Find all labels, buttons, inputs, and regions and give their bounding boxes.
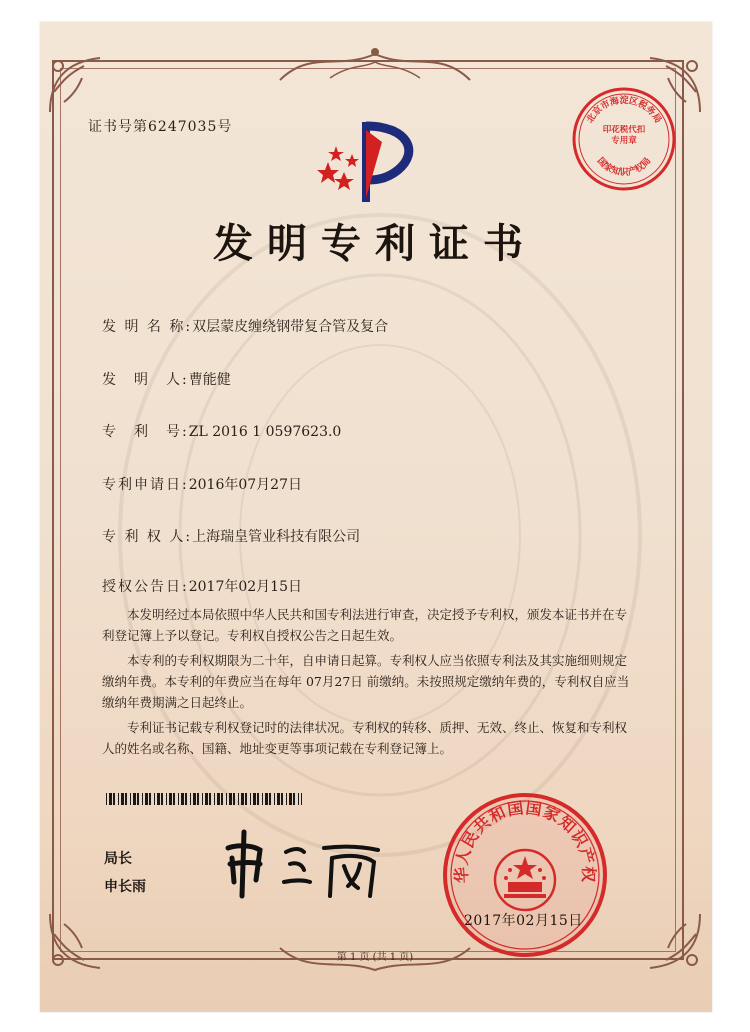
- director-title: 局长: [104, 851, 132, 867]
- barcode-bar: [269, 793, 271, 805]
- barcode-bar: [161, 793, 163, 805]
- barcode-bar: [154, 793, 155, 805]
- patent-number-value: ZL 2016 1 0597623.0: [188, 424, 342, 440]
- barcode-bar: [229, 793, 232, 805]
- barcode-bar: [193, 793, 196, 805]
- stamp-duty-seal: [570, 85, 678, 193]
- barcode-bar: [190, 793, 191, 805]
- invention-name-label: 发 明 名 称:: [102, 319, 193, 335]
- top-center-ornament: [270, 40, 480, 90]
- barcode-bar: [166, 793, 167, 805]
- barcode-bar: [173, 793, 175, 805]
- patentee-row: [102, 526, 360, 546]
- barcode-bar: [245, 793, 247, 805]
- barcode-bar: [214, 793, 215, 805]
- svg-text:国家知识产权局: [595, 155, 653, 178]
- barcode-bar: [169, 793, 172, 805]
- barcode-bar: [286, 793, 287, 805]
- stamp-duty-seal-bottom-text: 国家知识产权局: [594, 156, 654, 178]
- barcode-bar: [113, 793, 115, 805]
- barcode-bar: [130, 793, 131, 805]
- inventor-label: 发 明 人:: [102, 372, 189, 388]
- barcode-bar: [277, 793, 280, 805]
- patentee-label: 专 利 权 人:: [102, 529, 193, 545]
- barcode-bar: [133, 793, 136, 805]
- barcode-bar: [274, 793, 275, 805]
- grant-date-value: 2017年02月15日: [188, 579, 302, 595]
- patentee-value: 上海瑞皇管业科技有限公司: [192, 529, 361, 545]
- barcode-bar: [118, 793, 119, 805]
- barcode-bar: [142, 793, 143, 805]
- barcode-bar: [253, 793, 256, 805]
- inventor-row: [102, 369, 231, 389]
- body-paragraph-1: 本发明经过本局依照中华人民共和国专利法进行审查，决定授予专利权，颁发本证书并在专利登记簿上予以登记。专利权自授权公告之日起生效。: [102, 607, 628, 643]
- barcode-bar: [301, 793, 302, 805]
- barcode: [106, 790, 302, 802]
- barcode-bar: [289, 793, 292, 805]
- barcode-bar: [202, 793, 203, 805]
- body-paragraph-2: 本专利的专利权期限为二十年，自申请日起算。专利权人应当依照专利法及其实施细则规定缴纳年费。本专利的年费应当在每年 07月27日 前缴纳。未按照规定缴纳年费的，专利权自应当缴纳年费期满之日起终止。: [102, 653, 630, 710]
- corner-ornament-bottom-left: [44, 904, 114, 974]
- barcode-bar: [262, 793, 263, 805]
- barcode-bar: [257, 793, 259, 805]
- barcode-bar: [125, 793, 127, 805]
- barcode-bar: [226, 793, 227, 805]
- cnipa-official-seal: [440, 790, 610, 960]
- invention-name-row: [102, 316, 388, 336]
- barcode-bar: [149, 793, 151, 805]
- corner-ornament-top-left: [44, 52, 114, 122]
- barcode-bar: [178, 793, 179, 805]
- grant-date-label: 授权公告日:: [102, 579, 189, 595]
- barcode-bar: [181, 793, 184, 805]
- patent-number-row: [102, 421, 341, 441]
- barcode-bar: [209, 793, 211, 805]
- barcode-bar: [197, 793, 199, 805]
- body-paragraph-3: 专利证书记载专利权登记时的法律状况。专利权的转移、质押、无效、终止、恢复和专利权人的姓名或名称、国籍、地址变更等事项记载在专利登记簿上。: [102, 720, 628, 756]
- patent-number-label: 专 利 号:: [102, 424, 189, 440]
- certificate-number: 证书号第6247035号: [88, 119, 233, 135]
- barcode-bar: [250, 793, 251, 805]
- page-number: 第 1 页 (共 1 页): [336, 952, 414, 963]
- barcode-bar: [265, 793, 268, 805]
- grant-date-row: [102, 576, 302, 596]
- cnipa-logo-icon: [308, 112, 428, 212]
- barcode-bar: [137, 793, 139, 805]
- barcode-bar: [109, 793, 112, 805]
- filing-date-row: [102, 474, 302, 494]
- certificate-title: 发明专利证书: [213, 220, 537, 267]
- barcode-bar: [298, 793, 299, 805]
- barcode-bar: [281, 793, 283, 805]
- stamp-duty-seal-arc-text: 北京市海淀区税务局: [585, 96, 663, 126]
- invention-name-value: 双层蒙皮缠绕钢带复合管及复合: [192, 319, 389, 335]
- barcode-bar: [121, 793, 124, 805]
- filing-date-label: 专利申请日:: [102, 477, 189, 493]
- inventor-value: 曹能健: [188, 372, 231, 388]
- cnipa-seal-arc-text: 华人民共和国国家知识产权: [451, 798, 599, 884]
- handwritten-signature: [220, 818, 390, 908]
- stamp-duty-seal-inner-text: 印花税代扣专用章: [602, 125, 646, 146]
- barcode-bar: [157, 793, 160, 805]
- seal-date: 2017年02月15日: [464, 913, 583, 929]
- barcode-bar: [221, 793, 223, 805]
- barcode-bar: [241, 793, 244, 805]
- barcode-bar: [217, 793, 220, 805]
- barcode-bar: [293, 793, 295, 805]
- barcode-bar: [106, 793, 107, 805]
- background-watermark: [100, 175, 660, 875]
- corner-ornament-bottom-right: [636, 904, 706, 974]
- certificate-body: [102, 604, 632, 759]
- director-name: 申长雨: [104, 879, 146, 895]
- barcode-bar: [238, 793, 239, 805]
- barcode-bar: [233, 793, 235, 805]
- barcode-bar: [185, 793, 187, 805]
- barcode-bar: [145, 793, 148, 805]
- filing-date-value: 2016年07月27日: [188, 477, 302, 493]
- barcode-bar: [205, 793, 208, 805]
